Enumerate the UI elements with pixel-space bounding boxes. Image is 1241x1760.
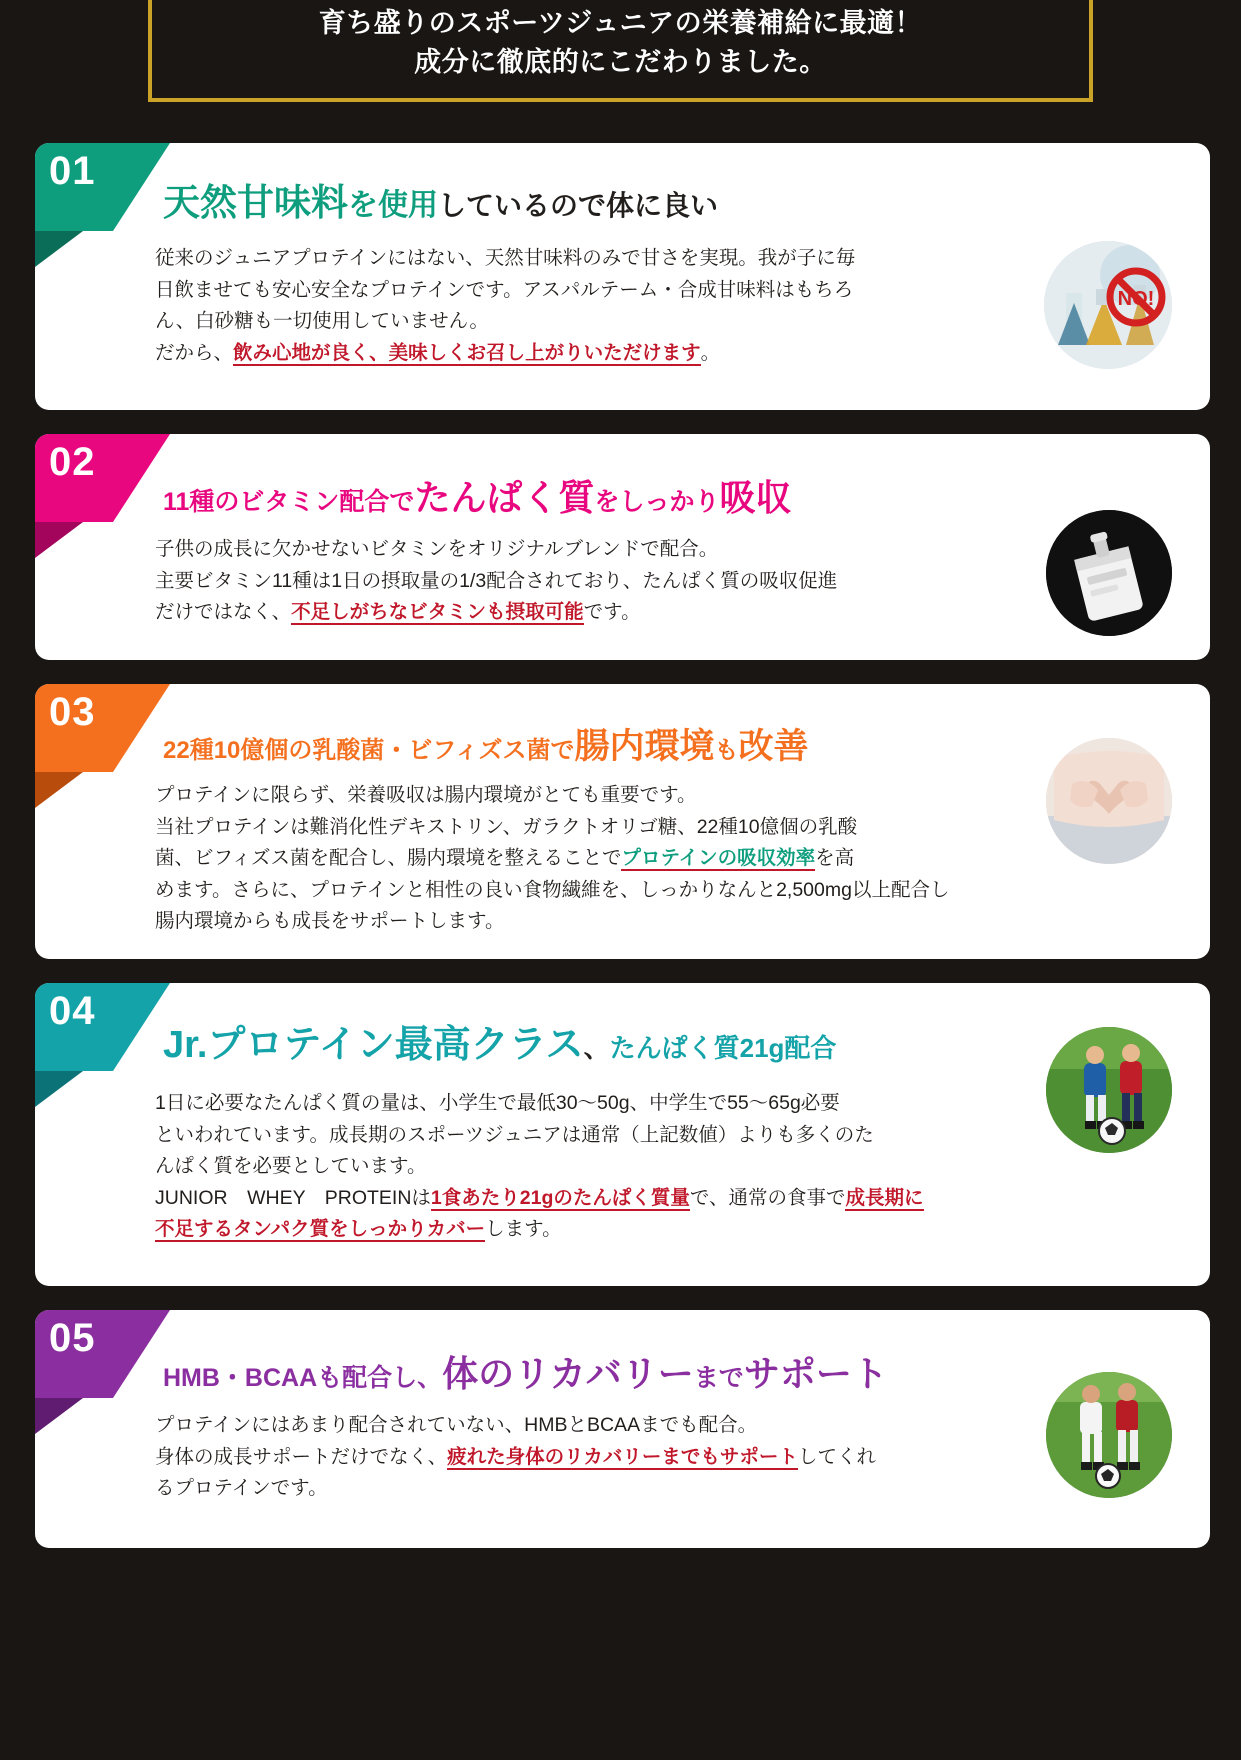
text-segment: だけではなく、 (155, 601, 292, 624)
text-segment: ん、白砂糖も一切使用していません。 (155, 310, 489, 333)
text-segment: るプロテインです。 (155, 1477, 328, 1500)
highlight-text: 成長期に (845, 1186, 924, 1209)
card-title-05 (163, 1354, 888, 1394)
feature-photo-04 (1046, 1027, 1172, 1153)
feature-photo-03 (1046, 738, 1172, 864)
text-segment: 菌、ビフィズス菌を配合し、腸内環境を整えることで (155, 847, 622, 870)
card-number-03: 03 (49, 690, 96, 734)
ribbon-tail-04 (35, 1071, 83, 1107)
heart-hands-belly-icon (1046, 738, 1172, 864)
text-segment: といわれています。成長期のスポーツジュニアは通常（上記数値）よりも多くのた (155, 1123, 874, 1146)
card-number-04: 04 (49, 989, 96, 1033)
card-title-04-part-0: Jr.プロテイン最高クラス (163, 1024, 584, 1066)
svg-text:NO!: NO! (1117, 288, 1155, 310)
feature-photo-05 (1046, 1372, 1172, 1498)
text-segment: で、通常の食事で (689, 1186, 846, 1209)
card-title-04-part-1: 、 (583, 1033, 610, 1063)
card-title-02-part-2: をしっかり (594, 488, 720, 516)
photo-art-02 (1046, 510, 1172, 636)
feature-card-01 (35, 143, 1210, 410)
text-segment: です。 (583, 601, 641, 624)
feature-photo-01 (1044, 241, 1172, 369)
card-body-01-line-0 (155, 243, 955, 275)
text-segment: 。 (700, 341, 721, 364)
card-body-05 (155, 1410, 995, 1505)
text-segment: プロテインにはあまり配合されていない、HMBとBCAAまでも配合。 (155, 1414, 758, 1436)
card-title-02-part-1: たんぱく質 (414, 477, 595, 518)
card-number-ribbon-02 (35, 434, 170, 522)
text-segment: 従来のジュニアプロテインにはない、天然甘味料のみで甘さを実現。我が子に毎 (155, 247, 856, 269)
photo-art-05 (1046, 1372, 1172, 1498)
card-title-03 (163, 728, 809, 767)
text-segment: 当社プロテインは難消化性デキストリン、ガラクトオリゴ糖、22種10億個の乳酸 (155, 815, 858, 838)
card-number-02: 02 (49, 440, 96, 484)
text-segment: 1日に必要なたんぱく質の量は、小学生で最低30〜50g、中学生で55〜65g必要 (155, 1092, 840, 1114)
card-number-ribbon-04 (35, 983, 170, 1071)
pouch-icon (1046, 510, 1172, 636)
ribbon-tail-01 (35, 231, 83, 267)
photo-art-01 (1044, 241, 1172, 369)
card-body-04-line-2 (155, 1151, 975, 1183)
highlight-text: 疲れた身体のリカバリーまでもサポート (447, 1445, 798, 1468)
card-title-01 (163, 183, 718, 224)
card-body-03-line-1 (155, 812, 1035, 844)
card-number-01: 01 (49, 149, 96, 193)
text-segment: 腸内環境からも成長をサポートします。 (155, 910, 505, 933)
card-title-01-part-0: 天然甘味料 (163, 182, 348, 223)
text-segment: んぱく質を必要としています。 (155, 1155, 427, 1178)
card-body-03-line-0 (155, 780, 1035, 812)
card-title-05-part-1: 体のリカバリー (442, 1353, 694, 1394)
card-body-05-line-0 (155, 1410, 995, 1442)
card-number-ribbon-05 (35, 1310, 170, 1398)
card-title-02-part-3: 吸収 (719, 477, 792, 518)
card-body-01-line-2 (155, 306, 955, 338)
card-body-01-line-3 (155, 338, 955, 370)
card-title-05-part-0: HMB・BCAAも配合し、 (163, 1364, 443, 1392)
card-title-02 (163, 478, 791, 518)
ribbon-tail-05 (35, 1398, 83, 1434)
header-line-1: 育ち盛りのスポーツジュニアの栄養補給に最適！ (318, 8, 923, 38)
text-segment: プロテインに限らず、栄養吸収は腸内環境がとても重要です。 (155, 784, 697, 806)
card-title-03-part-1: 腸内環境 (574, 727, 715, 766)
card-title-05-part-2: まで (693, 1364, 744, 1392)
card-body-03 (155, 780, 1035, 938)
feature-card-02 (35, 434, 1210, 660)
text-segment: 身体の成長サポートだけでなく、 (155, 1445, 448, 1468)
card-body-04-line-4 (155, 1214, 975, 1246)
feature-photo-02 (1046, 510, 1172, 636)
card-body-05-line-2 (155, 1473, 995, 1505)
highlight-text: 1食あたり21gのたんぱく質量 (430, 1186, 690, 1209)
photo-art-03 (1046, 738, 1172, 864)
card-body-03-line-2 (155, 843, 1035, 875)
card-body-04 (155, 1088, 975, 1246)
card-title-03-part-3: 改善 (738, 727, 809, 766)
text-segment: してくれ (797, 1445, 876, 1468)
photo-art-04 (1046, 1027, 1172, 1153)
card-number-ribbon-01 (35, 143, 170, 231)
lab-flask-icon (1044, 241, 1172, 369)
card-title-03-part-2: も (714, 737, 739, 764)
text-segment: JUNIOR WHEY PROTEINは (155, 1186, 431, 1209)
feature-card-03 (35, 684, 1210, 959)
text-segment: します。 (485, 1218, 562, 1241)
card-title-02-part-0: 11種のビタミン配合で (163, 488, 415, 516)
card-body-02 (155, 534, 995, 629)
card-title-04 (163, 1025, 836, 1067)
card-title-01-part-2: しているので体に良い (438, 190, 719, 221)
feature-card-05 (35, 1310, 1210, 1548)
card-title-05-part-3: サポート (743, 1353, 888, 1394)
card-body-01 (155, 243, 955, 369)
ribbon-tail-02 (35, 522, 83, 558)
card-body-04-line-0 (155, 1088, 975, 1120)
text-segment: 主要ビタミン11種は1日の摂取量の1/3配合されており、たんぱく質の吸収促進 (155, 569, 838, 592)
card-body-02-line-2 (155, 597, 995, 629)
header-banner (148, 0, 1093, 102)
ribbon-tail-03 (35, 772, 83, 808)
text-segment: だから、 (155, 341, 234, 364)
header-line-2: 成分に徹底的にこだわりました。 (414, 47, 827, 78)
card-body-03-line-4 (155, 906, 1035, 938)
soccer-players-icon (1046, 1372, 1172, 1498)
feature-card-04 (35, 983, 1210, 1286)
card-title-01-part-1: を使用 (348, 189, 438, 222)
card-number-ribbon-03 (35, 684, 170, 772)
highlight-text: プロテインの吸収効率 (621, 847, 816, 870)
card-body-02-line-0 (155, 534, 995, 566)
text-segment: 日飲ませても安心安全なプロテインです。アスパルテーム・合成甘味料はもちろ (155, 278, 854, 301)
highlight-text: 不足するタンパク質をしっかりカバー (155, 1218, 486, 1241)
card-body-01-line-1 (155, 275, 955, 307)
text-segment: めます。さらに、プロテインと相性の良い食物繊維を、しっかりなんと2,500mg以上配合し (155, 878, 950, 901)
soccer-kids-icon (1046, 1027, 1172, 1153)
card-body-04-line-1 (155, 1120, 975, 1152)
card-body-05-line-1 (155, 1442, 995, 1474)
card-body-02-line-1 (155, 566, 995, 598)
card-title-03-part-0: 22種10億個の乳酸菌・ビフィズス菌で (163, 737, 575, 764)
card-number-05: 05 (49, 1316, 96, 1360)
highlight-text: 飲み心地が良く、美味しくお召し上がりいただけます (233, 341, 701, 364)
text-segment: 子供の成長に欠かせないビタミンをオリジナルブレンドで配合。 (155, 538, 719, 560)
highlight-text: 不足しがちなビタミンも摂取可能 (291, 601, 584, 624)
card-title-04-part-2: たんぱく質21g配合 (609, 1033, 837, 1063)
text-segment: を高 (815, 847, 855, 870)
card-body-04-line-3 (155, 1183, 1075, 1215)
card-body-03-line-3 (155, 875, 1115, 907)
